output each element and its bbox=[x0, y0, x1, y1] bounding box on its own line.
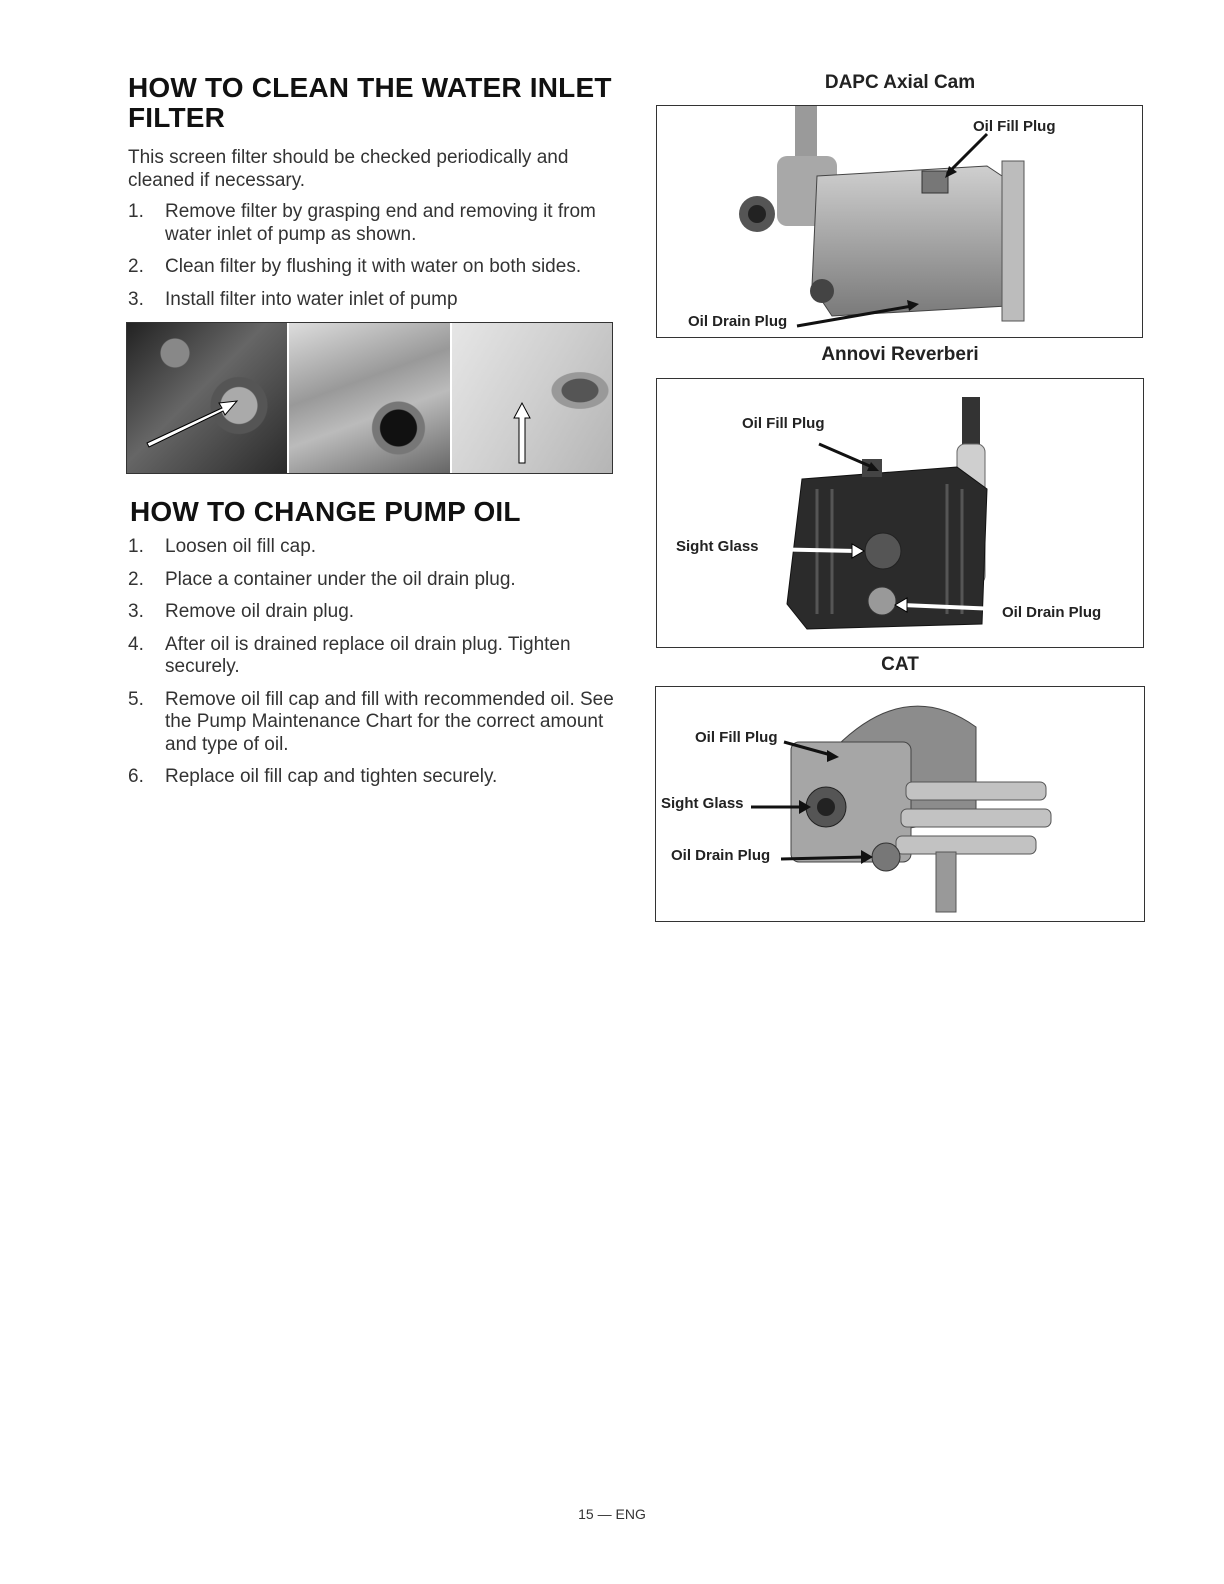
dapc-pump-figure bbox=[656, 105, 1143, 338]
oil-fill-plug-label: Oil Fill Plug bbox=[695, 729, 778, 746]
oil-drain-plug-label: Oil Drain Plug bbox=[1002, 604, 1102, 621]
dapc-pump-illustration bbox=[657, 106, 1142, 337]
clean-filter-heading: HOW TO CLEAN THE WATER INLET FILTER bbox=[128, 72, 612, 133]
filter-photo-2 bbox=[289, 323, 451, 473]
page-footer: 15 — ENG bbox=[578, 1506, 646, 1522]
list-item: 1. Remove filter by grasping end and removing it from water inlet of pump as shown. bbox=[128, 201, 596, 245]
list-item: 3. Install filter into water inlet of pump bbox=[128, 288, 458, 310]
oil-fill-plug-label: Oil Fill Plug bbox=[973, 118, 1056, 135]
list-item: 1. Loosen oil fill cap. bbox=[128, 536, 317, 557]
list-item: 3. Remove oil drain plug. bbox=[128, 601, 355, 622]
oil-drain-plug-label: Oil Drain Plug bbox=[671, 847, 771, 864]
cat-pump-figure bbox=[655, 686, 1145, 922]
list-item: 2. Place a container under the oil drain plug. bbox=[128, 568, 516, 590]
filter-photo-3 bbox=[452, 323, 612, 473]
oil-drain-plug-label: Oil Drain Plug bbox=[688, 313, 788, 330]
list-item: 4. After oil is drained replace oil drain plug. Tighten securely. bbox=[128, 633, 571, 677]
cat-caption: CAT bbox=[881, 654, 919, 675]
list-item: 5. Remove oil fill cap and fill with recommended oil. See the Pump Maintenance Chart for the correct amount and type of oil. bbox=[128, 688, 614, 755]
filter-photo-strip bbox=[126, 322, 613, 474]
sight-glass-label: Sight Glass bbox=[661, 795, 744, 812]
change-oil-heading: HOW TO CHANGE PUMP OIL bbox=[130, 496, 521, 527]
change-oil-steps bbox=[128, 536, 618, 799]
clean-filter-steps bbox=[128, 201, 618, 321]
list-item: 2. Clean filter by flushing it with water on both sides. bbox=[128, 256, 582, 277]
arrow-icon bbox=[127, 323, 287, 473]
filter-photo-1 bbox=[127, 323, 289, 473]
annovi-caption: Annovi Reverberi bbox=[821, 344, 979, 365]
dapc-caption: DAPC Axial Cam bbox=[824, 72, 976, 93]
clean-filter-intro: This screen filter should be checked periodically and cleaned if necessary. bbox=[128, 147, 569, 191]
sight-glass-label: Sight Glass bbox=[676, 538, 759, 555]
annovi-pump-figure bbox=[656, 378, 1144, 648]
list-item: 6. Replace oil fill cap and tighten securely. bbox=[128, 766, 498, 787]
oil-fill-plug-label: Oil Fill Plug bbox=[742, 415, 825, 432]
arrow-icon bbox=[452, 323, 612, 473]
